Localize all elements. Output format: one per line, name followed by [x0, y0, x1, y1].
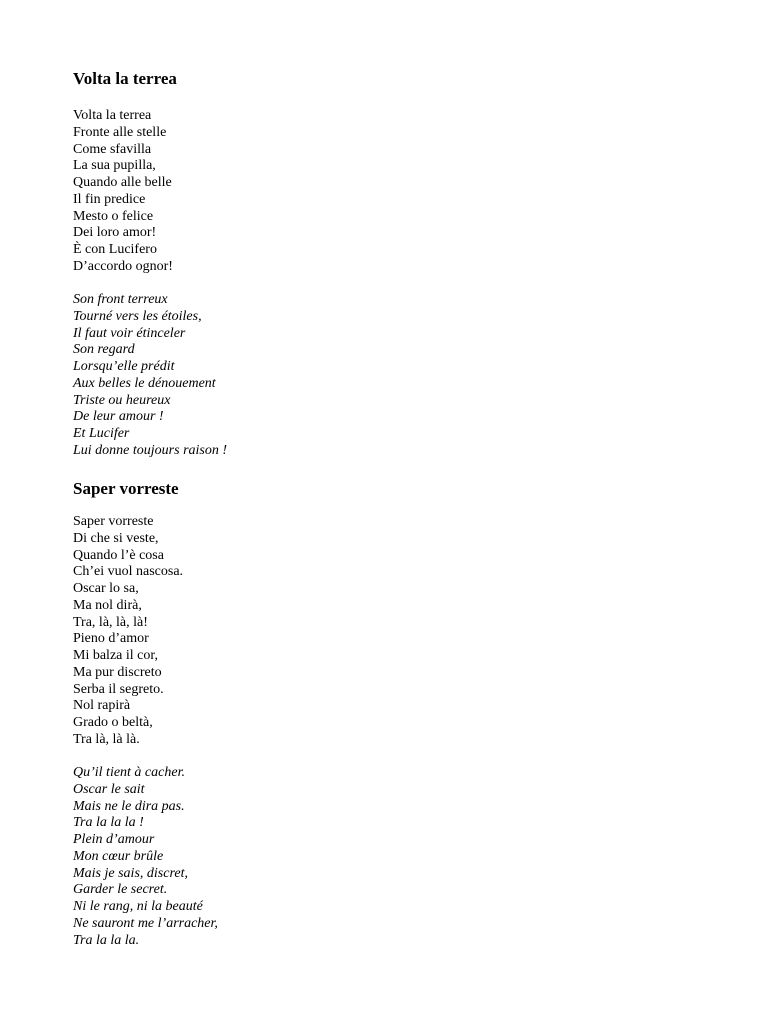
verse-line: Mi balza il cor, — [73, 648, 158, 663]
verse-line: Lorsqu’elle prédit — [73, 359, 175, 374]
verse-line: Ne sauront me l’arracher, — [73, 915, 218, 931]
verse-line: Tra, là, là, là! — [73, 614, 148, 630]
verse-line: Tra la la la. — [73, 932, 140, 948]
verse-line: Come sfavilla — [73, 141, 152, 157]
verse-line: Nol rapirà — [73, 698, 131, 714]
verse-line: Mon cœur brûle — [73, 848, 164, 864]
verse-line: Dei loro amor! — [73, 225, 157, 241]
verse-line: Lui donne toujours raison ! — [73, 442, 228, 458]
verse-line: Quando alle belle — [73, 175, 172, 190]
verse-line: Tra là, là là. — [73, 731, 140, 747]
stanza-french — [73, 292, 227, 460]
section-title: Saper vorreste — [73, 479, 179, 498]
verse-line: La sua pupilla, — [73, 158, 156, 174]
verse-line: Mesto o felice — [73, 208, 154, 224]
verse-line: Mais je sais, discret, — [73, 865, 188, 881]
verse-line: Son front terreux — [73, 292, 168, 307]
verse-line: Tra la la la ! — [73, 815, 144, 831]
verse-line: Et Lucifer — [73, 426, 130, 441]
verse-line: Ma pur discreto — [73, 664, 162, 680]
verse-line: Quando l’è cosa — [73, 547, 164, 563]
verse-line: Aux belles le dénouement — [73, 375, 216, 391]
stanza-italian — [73, 514, 183, 749]
verse-line: Di che si veste, — [73, 530, 159, 546]
verse-line: Son regard — [73, 342, 135, 358]
verse-line: Ni le rang, ni la beauté — [73, 899, 203, 914]
section-title: Volta la terrea — [73, 69, 177, 88]
verse-line: Qu’il tient à cacher. — [73, 765, 185, 780]
verse-line: Volta la terrea — [73, 108, 152, 123]
verse-line: È con Lucifero — [73, 242, 157, 257]
verse-line: Il faut voir étinceler — [73, 325, 186, 341]
verse-line: Oscar le sait — [73, 781, 145, 797]
verse-line: Grado o beltà, — [73, 715, 153, 730]
verse-line: Plein d’amour — [73, 832, 155, 847]
verse-line: Tourné vers les étoiles, — [73, 308, 202, 324]
verse-line: Ch’ei vuol nascosa. — [73, 564, 184, 580]
verse-line: Pieno d’amor — [73, 631, 149, 647]
verse-line: Ma nol dirà, — [73, 597, 142, 613]
stanza-italian — [73, 108, 173, 276]
verse-line: De leur amour ! — [73, 409, 164, 425]
verse-line: Triste ou heureux — [73, 392, 171, 408]
stanza-french — [73, 765, 218, 949]
verse-line: Saper vorreste — [73, 514, 154, 529]
verse-line: Garder le secret. — [73, 882, 168, 898]
verse-line: D’accordo ognor! — [73, 258, 173, 274]
verse-line: Fronte alle stelle — [73, 124, 167, 140]
verse-line: Oscar lo sa, — [73, 581, 139, 596]
verse-line: Il fin predice — [73, 191, 146, 207]
verse-line: Serba il segreto. — [73, 681, 164, 697]
verse-line: Mais ne le dira pas. — [73, 798, 185, 814]
